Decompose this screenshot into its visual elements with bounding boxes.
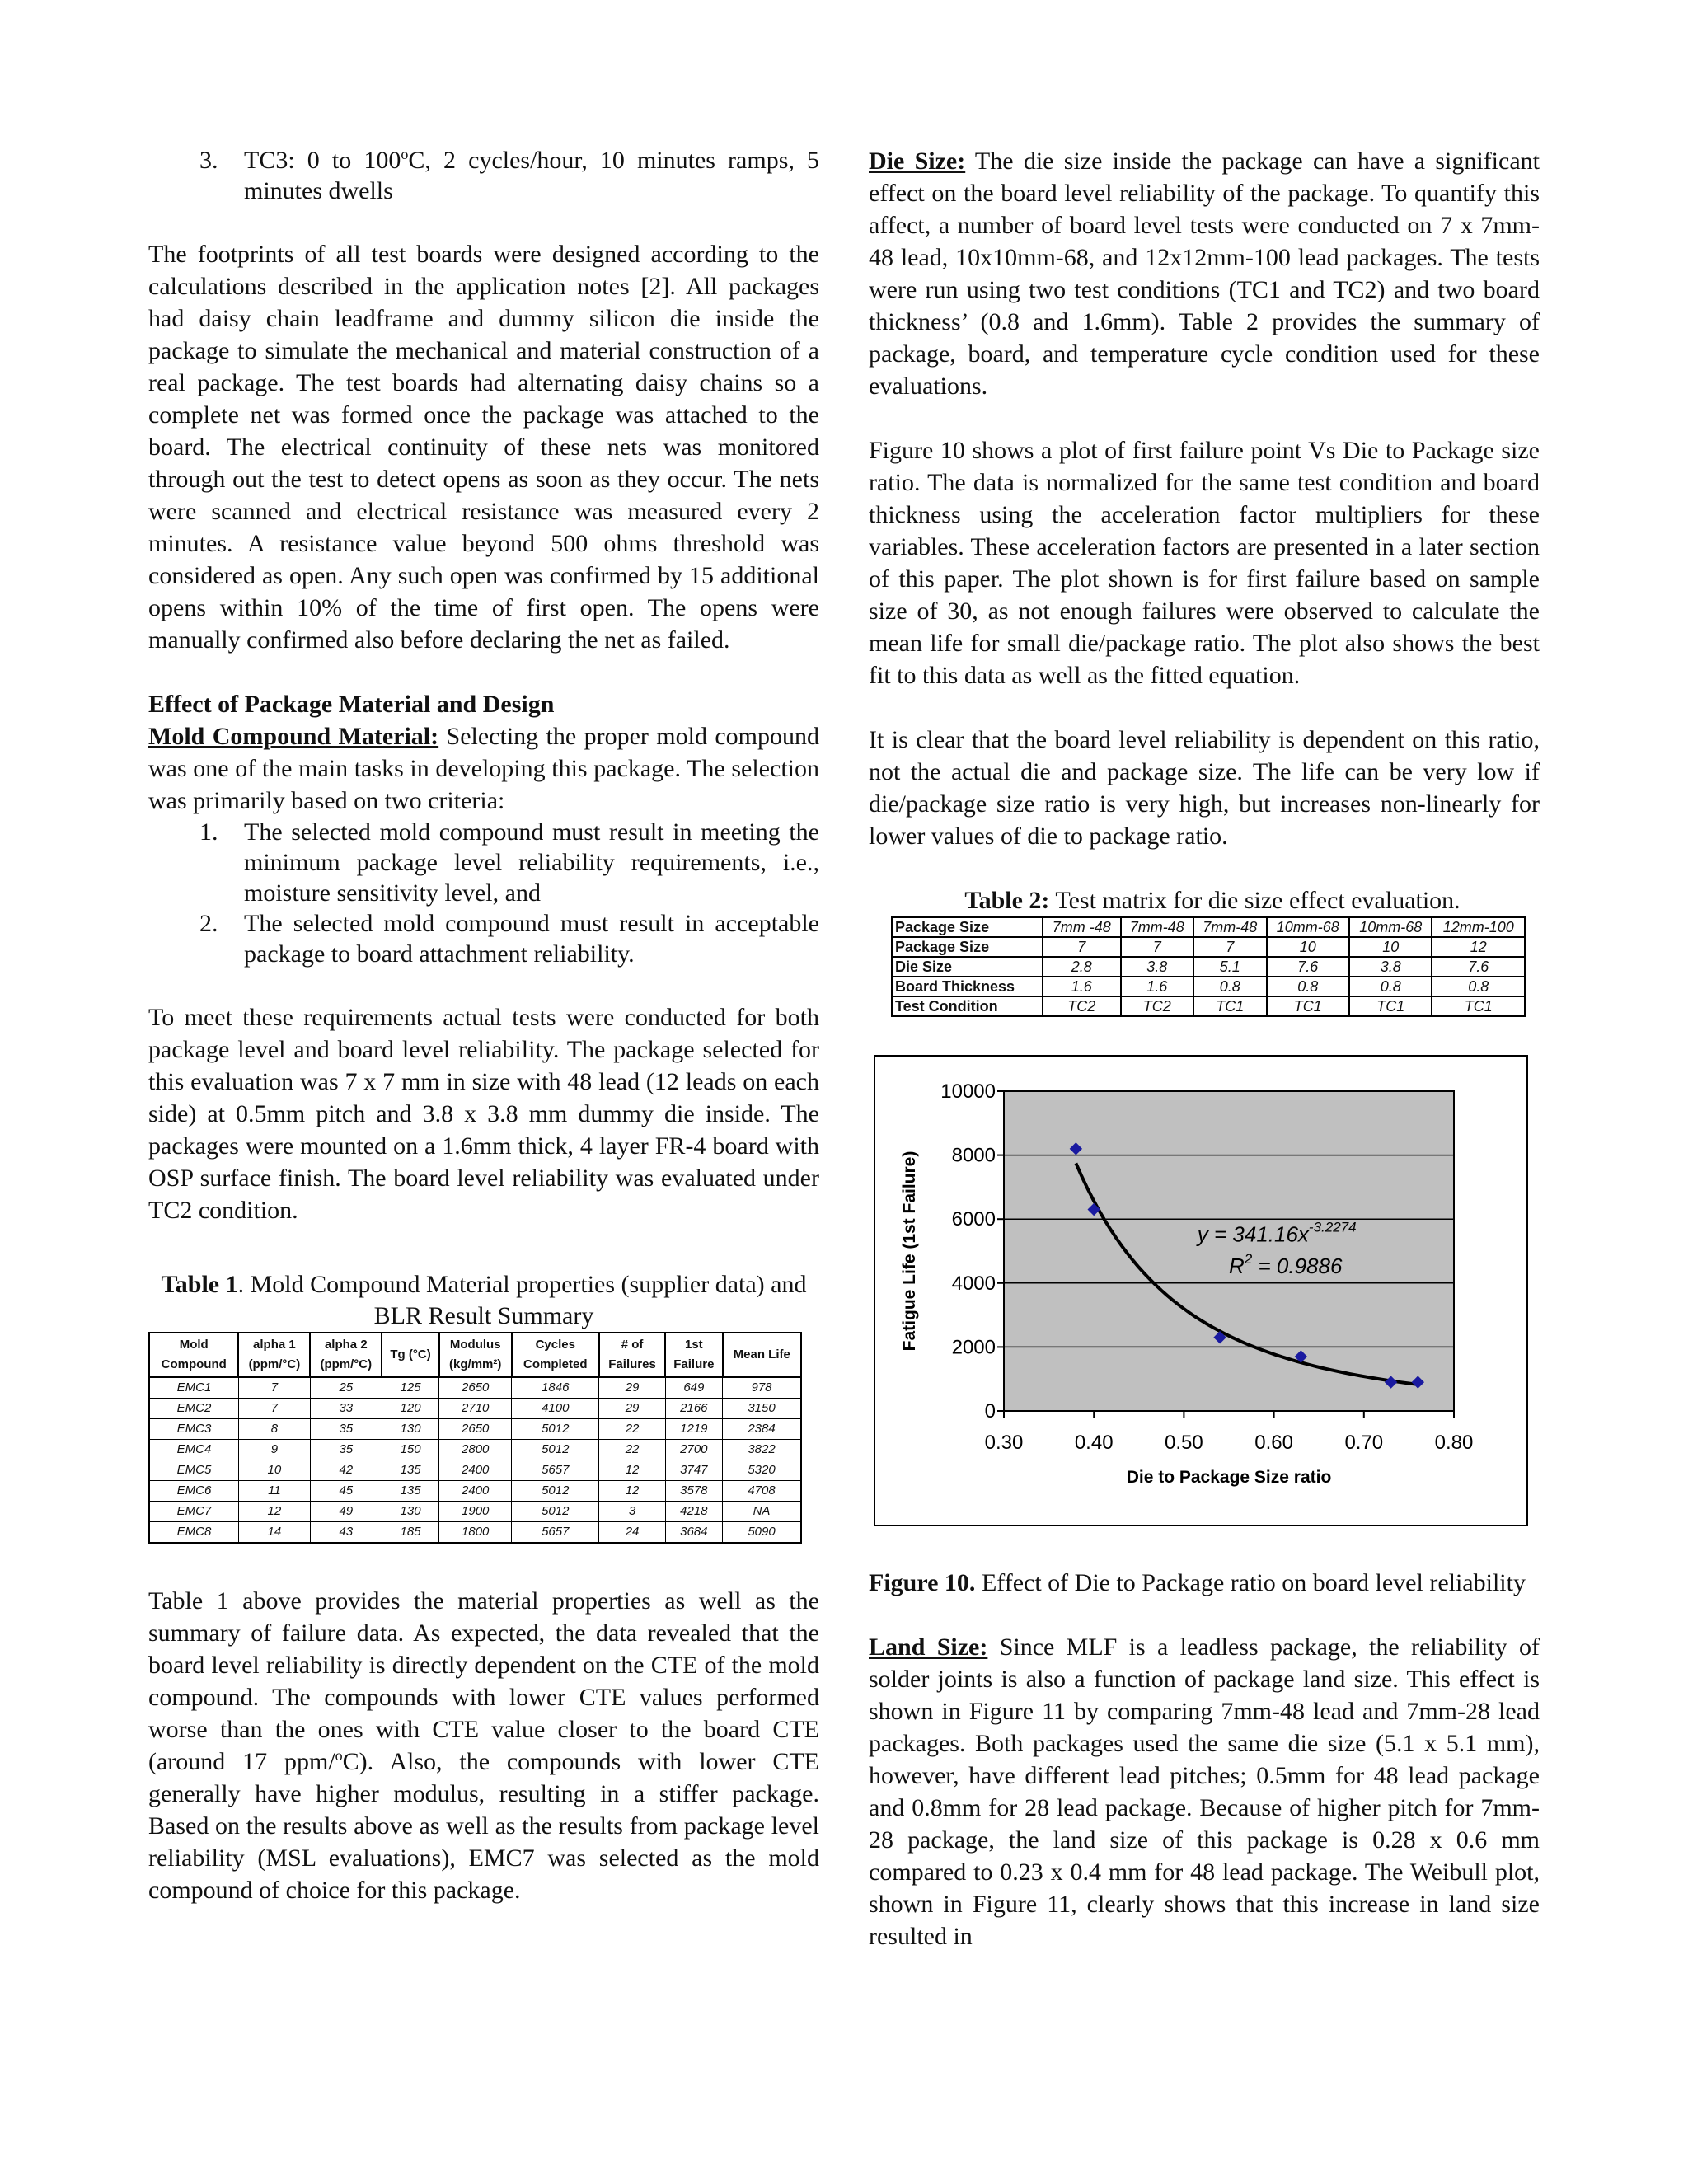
x-tick-label: 0.40 [1074,1432,1114,1454]
table-cell: 14 [238,1522,310,1544]
land-size-heading: Land Size: [869,1633,988,1661]
table-cell: 1800 [439,1522,512,1544]
table-cell: 8 [238,1419,310,1440]
x-axis-label: Die to Package Size ratio [1126,1468,1332,1487]
table-cell: 3684 [665,1522,722,1544]
table1-header-8: Mean Life [723,1333,801,1377]
x-tick-label: 0.50 [1165,1432,1203,1454]
table1-header-4: Modulus (kg/mm²) [439,1333,512,1377]
table-cell: 35 [310,1419,382,1440]
table-row [892,977,1525,996]
table-cell: 150 [382,1440,439,1460]
table-cell: 5012 [512,1481,599,1502]
figure10-caption: Figure 10. Effect of Die to Package ratio on board level reliability [869,1569,1526,1596]
table1-header-5: Cycles Completed [512,1333,599,1377]
section-heading: Effect of Package Material and Design [148,691,555,718]
table-cell: TC2 [1043,996,1120,1016]
table-cell: 978 [723,1377,801,1399]
table-cell: 130 [382,1502,439,1522]
table-cell: 3578 [665,1481,722,1502]
table-cell: 9 [238,1440,310,1460]
table-cell: 2400 [439,1481,512,1502]
table-cell: 29 [599,1377,665,1399]
table-cell: 42 [310,1460,382,1481]
table-cell: 10mm-68 [1267,917,1349,937]
table-cell: 7 [1043,937,1120,957]
table-row [149,1377,801,1399]
table-cell: TC1 [1349,996,1432,1016]
table-cell: 5090 [723,1522,801,1544]
y-tick-label: 0 [984,1400,996,1422]
table-cell: 12mm-100 [1432,917,1525,937]
table-cell: 185 [382,1522,439,1544]
table-cell: 45 [310,1481,382,1502]
para-requirements: To meet these requirements actual tests were conducted for both package level and board level reliability. The package selected for this evaluation was 7 x 7 mm in size with 48 lead (12 leads on each side) at 0.5mm pitch and 3.8 x 3.8 mm dummy die inside. The packages were mounted on a 1.6mm thick, 4 layer FR-4 board with OSP surface finish. The board level reliability was evaluated under TC2 condition. [148,1004,819,1224]
table-row [149,1460,801,1481]
tc3-number: 3. [199,147,218,174]
table-cell: 7 [1193,937,1267,957]
criteria-item-2: 2. The selected mold compound must result in acceptable package to board attachment reliability. [199,910,819,968]
table-row [149,1502,801,1522]
table-row [149,1522,801,1544]
row-header: Package Size [892,917,1043,937]
y-tick-label: 4000 [951,1272,996,1295]
table-cell: TC1 [1432,996,1525,1016]
table-cell: 7.6 [1267,957,1349,977]
table-cell: 4218 [665,1502,722,1522]
mold-heading: Mold Compound Material: [148,723,439,750]
table-cell: EMC6 [149,1481,238,1502]
tc3-text: TC3: 0 to 100$^o$C, 2 cycles/hour, 10 minutes ramps, 5 minutes dwells [244,146,819,204]
table-cell: 0.8 [1193,977,1267,996]
table-cell: 125 [382,1377,439,1399]
table1 [148,1332,802,1544]
table-cell: 7mm -48 [1043,917,1120,937]
table-cell: 0.8 [1349,977,1432,996]
y-axis-label: Fatigue Life (1st Failure) [900,1151,919,1352]
table-cell: EMC8 [149,1522,238,1544]
table-cell: 1900 [439,1502,512,1522]
table-cell: 3 [599,1502,665,1522]
fit-equation: $y = 341.16x^{-3.2274}$ [1197,1219,1357,1247]
table-cell: 0.8 [1267,977,1349,996]
table-cell: EMC5 [149,1460,238,1481]
table-cell: 2650 [439,1419,512,1440]
x-tick-label: 0.80 [1434,1432,1474,1454]
table-cell: 11 [238,1481,310,1502]
table-cell: 3150 [723,1399,801,1419]
table-cell: 33 [310,1399,382,1419]
table-cell: 0.8 [1432,977,1525,996]
row-header: Die Size [892,957,1043,977]
table-cell: 7 [238,1399,310,1419]
figure10-chart [874,1055,1540,1530]
table-row [149,1481,801,1502]
y-tick-label: 2000 [951,1336,996,1359]
y-tick-label: 8000 [951,1144,996,1167]
table-cell: 10 [238,1460,310,1481]
para-fig10: Figure 10 shows a plot of first failure point Vs Die to Package size ratio. The data is normalized for the same test condition and board thickness using the acceleration factor multipliers for these variables. These acceleration factors are presented in a later section of this paper. The plot shown is for first failure based on sample size of 30, as not enough failures were observed to calculate the mean life for small die/package ratio. The plot also shows the best fit to this data as well as the fitted equation. [869,437,1540,689]
row-header: Test Condition [892,996,1043,1016]
table1-header-7: 1st Failure [665,1333,722,1377]
table-row [892,937,1525,957]
x-tick-label: 0.60 [1254,1432,1293,1454]
table1-header-2: alpha 2 (ppm/°C) [310,1333,382,1377]
table-cell: 3.8 [1349,957,1432,977]
table-cell: 3747 [665,1460,722,1481]
table-cell: 2700 [665,1440,722,1460]
y-tick-label: 10000 [940,1080,996,1103]
table-cell: 1846 [512,1377,599,1399]
table-cell: 24 [599,1522,665,1544]
table-row [149,1419,801,1440]
table-cell: 135 [382,1460,439,1481]
table-cell: 2166 [665,1399,722,1419]
table-cell: NA [723,1502,801,1522]
para-table1: Table 1 above provides the material properties as well as the summary of failure data. As expected, the data revealed that the board level reliability is directly dependent on the CTE of the mold compound. The compounds with lower CTE values performed worse than the ones with CTE value closer to the board CTE (around 17 ppm/$^o$C). Also, the compounds with lower CTE generally have higher modulus, resulting in a stiffer package. Based on the results above as well as the results from package level reliability (MSL evaluations), EMC7 was selected as the mold compound of choice for this package. [148,1587,820,1904]
table-cell: 135 [382,1481,439,1502]
table-cell: 5.1 [1193,957,1267,977]
para-footprints: The footprints of all test boards were designed according to the calculations described in the application notes [2]. All packages had daisy chain leadframe and dummy silicon die inside the package to simulate the mechanical and material construction of a real package. The test boards had alternating daisy chains so a complete net was formed once the package was attached to the board. The electrical continuity of these nets was monitored through out the test to detect opens as soon as they occur. The nets were scanned and electrical resistance was measured every 2 minutes. A resistance value beyond 500 ohms threshold was considered as open. Any such open was confirmed by 15 additional opens within 10% of the time of first open. The opens were manually confirmed also before declaring the net as failed. [148,241,819,654]
table-cell: 25 [310,1377,382,1399]
table-row [149,1440,801,1460]
table-cell: EMC7 [149,1502,238,1522]
table1-header-3: Tg (°C) [382,1333,439,1377]
table-cell: 3822 [723,1440,801,1460]
criteria-item-1: 1. The selected mold compound must result in meeting the minimum package level reliability requirements, i.e., moisture sensitivity level, and [199,818,819,907]
table-cell: 4708 [723,1481,801,1502]
para-clear: It is clear that the board level reliability is dependent on this ratio, not the actual die and package size. The life can be very low if die/package size ratio is very high, but increases non-linearly for lower values of die to package ratio. [869,726,1540,850]
left-column [148,145,819,1906]
table-cell: 7mm-48 [1193,917,1267,937]
table1-caption: Table 1. Mold Compound Material properties (supplier data) and BLR Result Summary [161,1271,807,1329]
table-cell: 10 [1349,937,1432,957]
table-cell: 12 [599,1481,665,1502]
die-size-heading: Die Size: [869,148,966,175]
fit-r-squared: $R^2 = 0.9886$ [1229,1251,1343,1279]
table-cell: 5657 [512,1460,599,1481]
table-cell: 7mm-48 [1121,917,1194,937]
table-cell: 7 [1121,937,1194,957]
table-cell: 5657 [512,1522,599,1544]
table-cell: 12 [1432,937,1525,957]
table-cell: 49 [310,1502,382,1522]
table-cell: 4100 [512,1399,599,1419]
tc3-list-item [148,145,819,206]
para-land-size: Land Size: Since MLF is a leadless package, the reliability of solder joints is also a function of package land size. This effect is shown in Figure 11 by comparing 7mm-48 lead and 7mm-28 lead packages. Both packages used the same die size (5.1 x 5.1 mm), however, have different lead pitches; 0.5mm for 48 lead package and 0.8mm for 28 lead package. Because of higher pitch for 7mm-28 package, the land size of this package is 0.28 x 0.6 mm compared to 0.23 x 0.4 mm for 48 lead package. The Weibull plot, shown in Figure 11, clearly shows that this increase in land size resulted in [869,1633,1540,1950]
table-row [892,957,1525,977]
table-cell: 1.6 [1043,977,1120,996]
figure10-svg [874,1055,1528,1526]
table-cell: 2.8 [1043,957,1120,977]
table1-header-0: Mold Compound [149,1333,238,1377]
table-cell: TC1 [1193,996,1267,1016]
table-cell: 22 [599,1440,665,1460]
table-cell: EMC3 [149,1419,238,1440]
table-cell: 5012 [512,1502,599,1522]
table-row [892,917,1525,937]
para-mold: Mold Compound Material: Selecting the proper mold compound was one of the main tasks in developing this package. The selection was primarily based on two criteria: [148,723,820,814]
table-cell: 7.6 [1432,957,1525,977]
y-tick-label: 6000 [951,1208,996,1231]
table-row [149,1399,801,1419]
table-cell: 130 [382,1419,439,1440]
table-cell: TC1 [1267,996,1349,1016]
table-cell: 22 [599,1419,665,1440]
table-cell: 3.8 [1121,957,1194,977]
x-tick-label: 0.70 [1344,1432,1384,1454]
table-cell: 35 [310,1440,382,1460]
table-cell: 7 [238,1377,310,1399]
table1-header-1: alpha 1 (ppm/°C) [238,1333,310,1377]
table1-header-6: # of Failures [599,1333,665,1377]
table-cell: 2710 [439,1399,512,1419]
table-cell: 1.6 [1121,977,1194,996]
table2-caption: Table 2: Test matrix for die size effect evaluation. [964,887,1461,914]
x-tick-label: 0.30 [984,1432,1024,1454]
table-cell: 2384 [723,1419,801,1440]
table-cell: 10mm-68 [1349,917,1432,937]
table-cell: 29 [599,1399,665,1419]
table-cell: 1219 [665,1419,722,1440]
table-cell: 5320 [723,1460,801,1481]
table-cell: 2800 [439,1440,512,1460]
table-row [892,996,1525,1016]
table-cell: EMC1 [149,1377,238,1399]
table2 [891,916,1526,1017]
table-cell: EMC4 [149,1440,238,1460]
table-cell: 120 [382,1399,439,1419]
table-cell: 2400 [439,1460,512,1481]
table-cell: 43 [310,1522,382,1544]
table-cell: 5012 [512,1440,599,1460]
plot-area [1004,1091,1454,1411]
row-header: Board Thickness [892,977,1043,996]
table-cell: 649 [665,1377,722,1399]
table-cell: EMC2 [149,1399,238,1419]
table-cell: TC2 [1121,996,1194,1016]
right-column [869,145,1540,1952]
table-cell: 10 [1267,937,1349,957]
table-cell: 12 [238,1502,310,1522]
table-cell: 12 [599,1460,665,1481]
table-cell: 2650 [439,1377,512,1399]
para-die-size: Die Size: The die size inside the package can have a significant effect on the board level reliability of the package. To quantify this affect, a number of board level tests were conducted on 7 x 7mm-48 lead, 10x10mm-68, and 12x12mm-100 lead packages. The tests were run using two test conditions (TC1 and TC2) and two board thickness’ (0.8 and 1.6mm). Table 2 provides the summary of package, board, and temperature cycle condition used for these evaluations. [869,148,1540,400]
row-header: Package Size [892,937,1043,957]
table-cell: 5012 [512,1419,599,1440]
